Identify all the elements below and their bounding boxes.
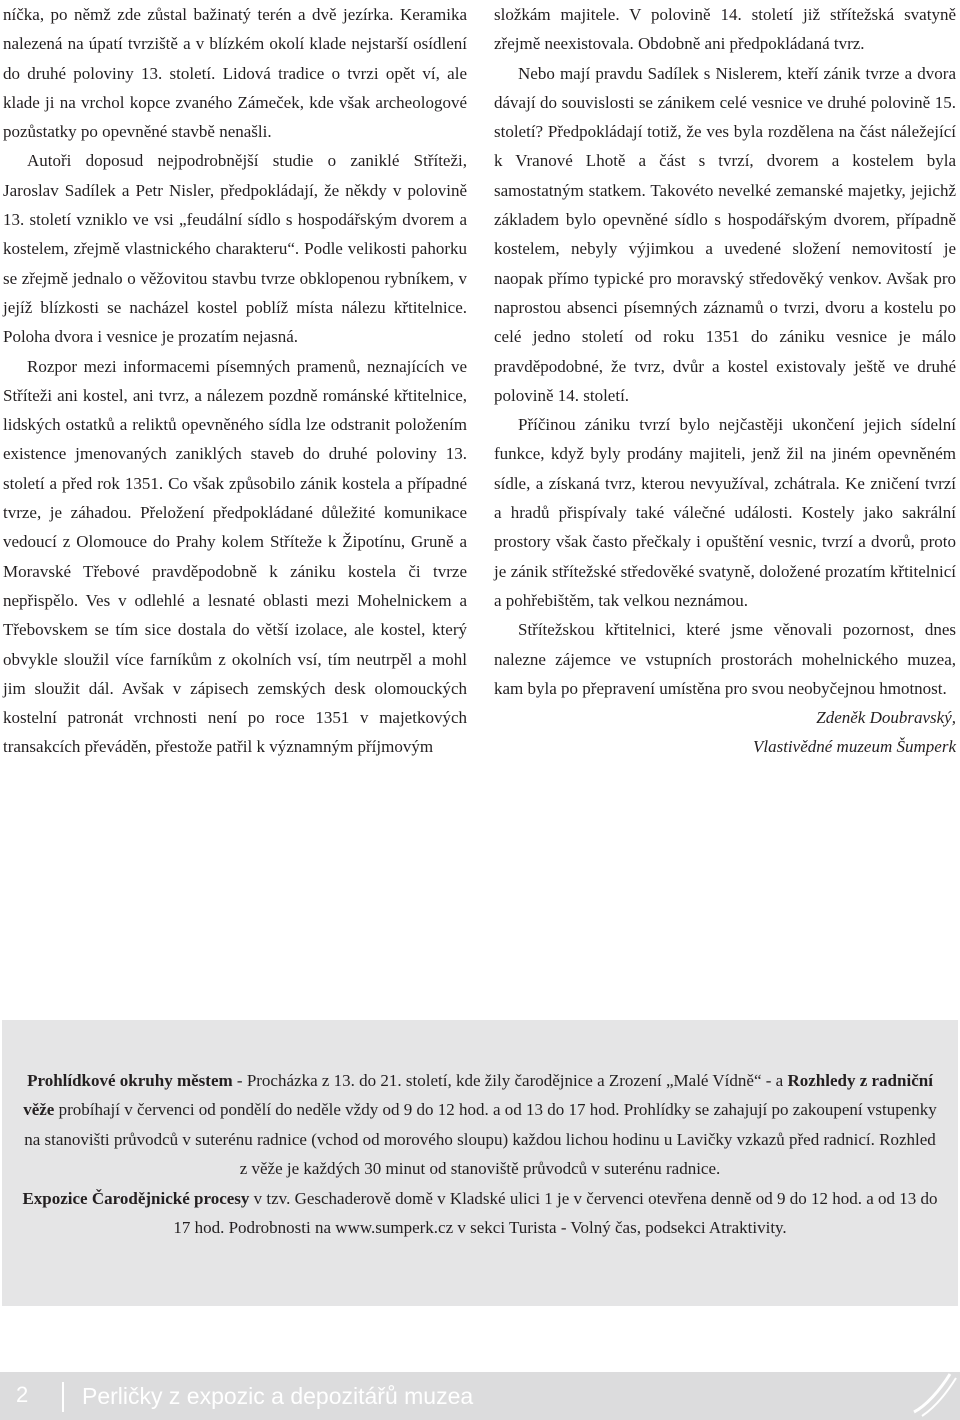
left-paragraph-2: Autoři doposud nejpodrobnější studie o zaniklé Stříteži, Jaroslav Sadílek a Petr Nisler, předpokládají, že někdy v polovině 13. století vzniklo ve vsi „feudální sídlo s hospodářským dvorem a kostelem, zřejmě vlastnického charakteru“. Podle velikosti pahorku se zřejmě jednalo o věžovitou stavbu tvrze obklopenou rybníkem, v jejíž blízkosti se nacházel kostel poblíž místa nálezu křtitelnice. Poloha dvora i vesnice je prozatím nejasná. (3, 151, 467, 347)
exhibition-text: v tzv. Geschaderově domě v Kladské ulici 1 je v červenci otevřena denně od 9 do 12 hod. a od 13 do 17 hod. Podrobnosti na www.sumperk.cz v sekci Turista - Volný čas, podsekci Atraktivity. (173, 1188, 938, 1238)
right-paragraph-4: Střítežskou křtitelnici, které jsme věnovali pozornost, dnes nalezne zájemce ve vstupních prostorách mohelnického muzea, kam byla po přepravení umístěna pro svou neobyčejnou hmotnost. (494, 620, 956, 698)
tower-heading: Rozhledy z radniční věže (23, 1071, 933, 1120)
right-paragraph-1: složkám majitele. V polovině 14. století již střítežská svatyně zřejmě neexistovala. Obdobně ani předpokládaná tvrz. (494, 5, 956, 54)
page-footer (0, 1372, 960, 1420)
left-paragraph-3: Rozpor mezi informacemi písemných pramenů, neznajících ve Stříteži ani kostel, ani tvrz, a nálezem pozdně románské křtitelnice, lidských ostatků a reliktů opevněného sídla lze odstranit položením existence jmenovaných zaniklých staveb do druhé poloviny 13. století a před rok 1351. Co však způsobilo zánik kostela a případné tvrze, je záhadou. Přeložení předpokládané důležité komunikace vedoucí z Olomouce do Prahy kolem Stříteže k Žipotínu, Gruně a Moravské Třebové pravděpodobně k zániku kostela či tvrze nepřispělo. Ves v odlehlé a lesnaté oblasti mezi Mohelnickem a Třebovskem se tím sice dostala do větší izolace, ale kostel, který obvykle sloužil více farníkům z okolních vsí, tím neutrpěl a mohl jim sloužit dál. Avšak v zápisech zemských desk olomouckých kostelní patronát vrchnosti není po roce 1351 v majetkových transakcích převáděn, přestože patřil k významným příjmovým (3, 356, 467, 757)
right-text-column (494, 0, 956, 762)
author-institution: Vlastivědné muzeum Šumperk (752, 737, 956, 757)
museum-logo-icon (900, 1372, 960, 1420)
right-paragraph-3: Příčinou zániku tvrzí bylo nejčastěji ukončení jejich sídelní funkce, když byly prodány majiteli, jenž žil na jiném opevněném sídle, a získaná tvrz, kterou nevyužíval, zchátrala. Ke zničení tvrzí a hradů přispívaly také válečné události. Kostely jako sakrální prostory však často přečkaly i opuštění vesnic, tvrzí a dvorů, proto je zánik střítežské středověké svatyně, doložené prozatím křtitelnicí a pohřebištěm, tak velkou neznámou. (494, 415, 956, 610)
right-paragraph-2: Nebo mají pravdu Sadílek s Nislerem, kteří zánik tvrze a dvora dávají do souvislosti se zánikem celé vesnice ve druhé polovině 15. století? Předpokládají totiž, že ves byla rozdělena na část náležející k Vranové Lhotě a část s tvrzí, dvorem a kostelem byla samostatným statkem. Takovéto nevelké zemanské majetky, jejichž základem bylo opevněné sídlo s hospodářským dvorem, případně kostelem, nebyly výjimkou a uvedené složení nemovitostí je naopak přímo typické pro moravský středověký venkov. Avšak pro naprostou absenci písemných záznamů o tvrzi, dvoru a kostelu po celé jedno století od roku 1351 do zániku vesnice je málo pravděpodobné, že tvrz, dvůr a kostel existovaly ještě ve druhé polovině 14. století. (494, 63, 956, 405)
left-paragraph-1: níčka, po němž zde zůstal bažinatý terén a dvě jezírka. Keramika nalezená na úpatí tvrziště a v blízkém okolí klade nejstarší osídlení do druhé poloviny 13. století. Lidová tradice o tvrzi opět ví, ale klade ji na vrchol kopce zvaného Zámeček, kde však archeologové pozůstatky po opevněné stavbě nenašli. (3, 5, 467, 142)
left-text-column (3, 0, 467, 762)
tour-info-box (2, 1020, 958, 1306)
exhibition-heading: Expozice Čarodějnické procesy (22, 1188, 250, 1208)
tour-info-text (22, 1066, 938, 1242)
footer-divider (62, 1382, 64, 1412)
author-signature: Zdeněk Doubravský, (816, 708, 956, 728)
tours-text: - Procházka z 13. do 21. století, kde žily čarodějnice a Zrození „Malé Vídně“ - a (232, 1071, 788, 1090)
tours-heading: Prohlídkové okruhy městem (27, 1071, 233, 1090)
footer-title: Perličky z expozic a depozitářů muzea (82, 1383, 474, 1409)
page-number: 2 (16, 1382, 29, 1407)
tower-text: probíhají v červenci od pondělí do neděle vždy od 9 do 12 hod. a od 13 do 17 hod. Prohlídky se zahajují po zakoupení vstupenky na stanovišti průvodců v suterénu radnice (vchod od morového sloupu) každou lichou hodinu u Lavičky vzkazů před radnicí. Rozhled z věže je každých 30 minut od stanoviště průvodců v suterénu radnice. (24, 1100, 937, 1179)
